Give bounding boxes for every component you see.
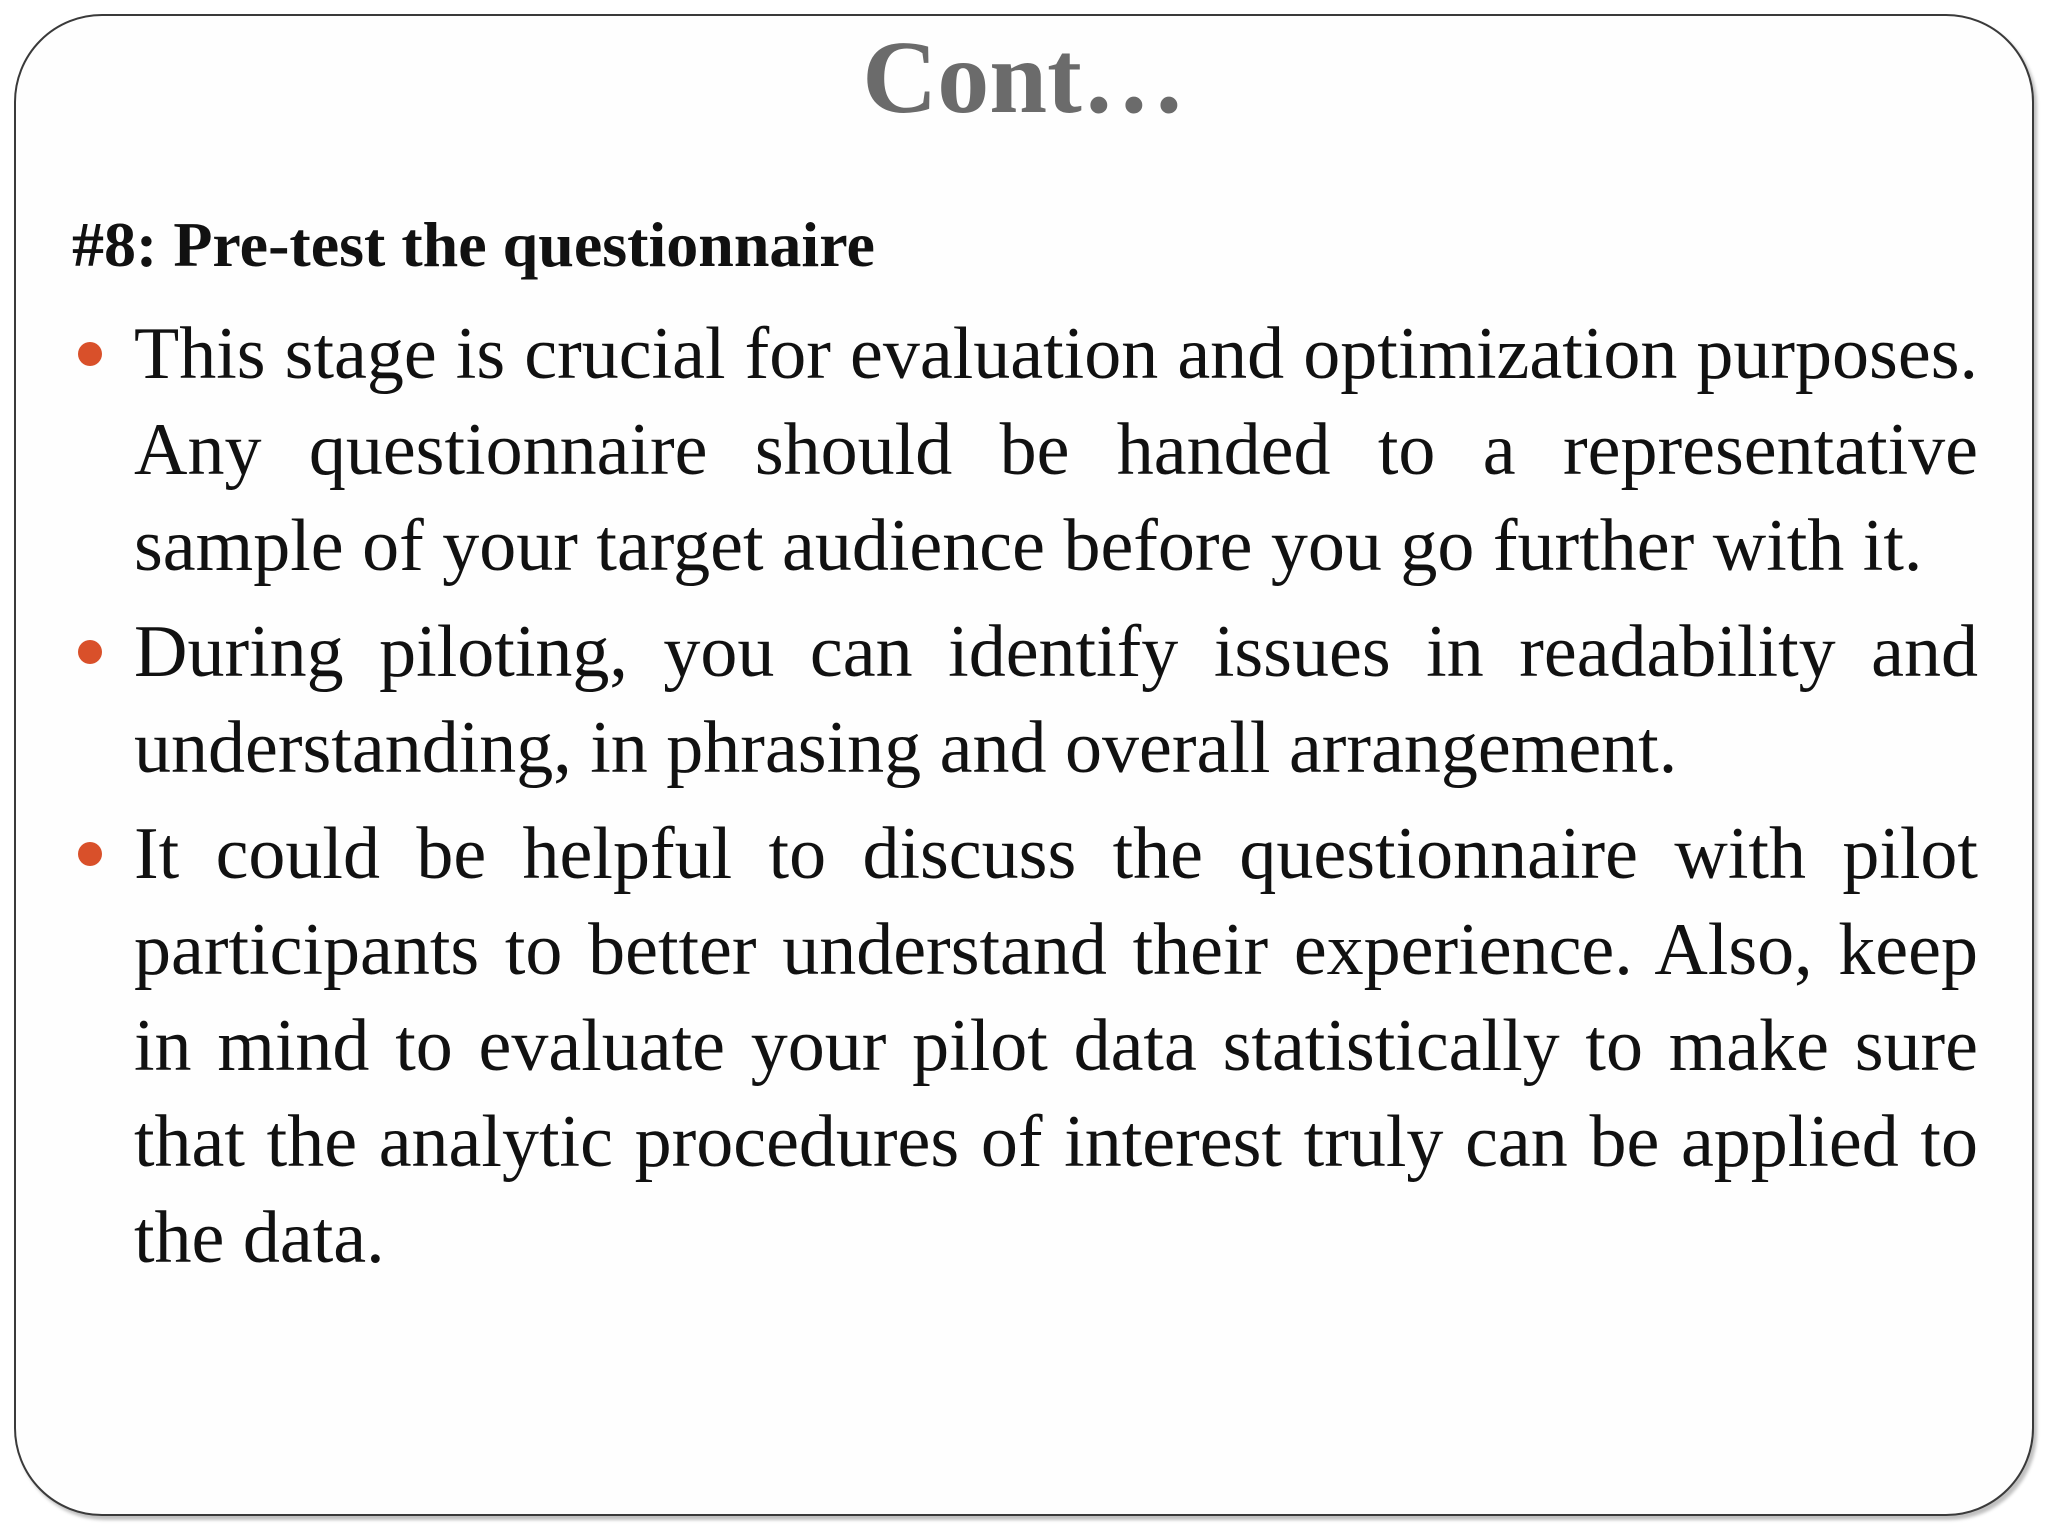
bullet-item <box>72 604 1978 796</box>
bullet-dot-icon <box>78 342 102 366</box>
bullet-list <box>72 306 1978 1296</box>
bullet-text: This stage is crucial for evaluation and optimization purposes. Any questionnaire should be handed to a representative sample of your target audience before you go further with it. <box>134 313 1978 587</box>
bullet-item <box>72 306 1978 594</box>
bullet-dot-icon <box>78 842 102 866</box>
bullet-item <box>72 806 1978 1286</box>
bullet-text: It could be helpful to discuss the questionnaire with pilot participants to better understand their experience. Also, keep in mind to evaluate your pilot data statistically to make sure that the analytic procedures of interest truly can be applied to the data. <box>134 813 1978 1279</box>
section-heading: #8: Pre-test the questionnaire <box>72 209 875 280</box>
slide-title: Cont… <box>862 20 1186 135</box>
bullet-text: During piloting, you can identify issues in readability and understanding, in phrasing and overall arrangement. <box>134 611 1978 789</box>
bullet-dot-icon <box>78 640 102 664</box>
